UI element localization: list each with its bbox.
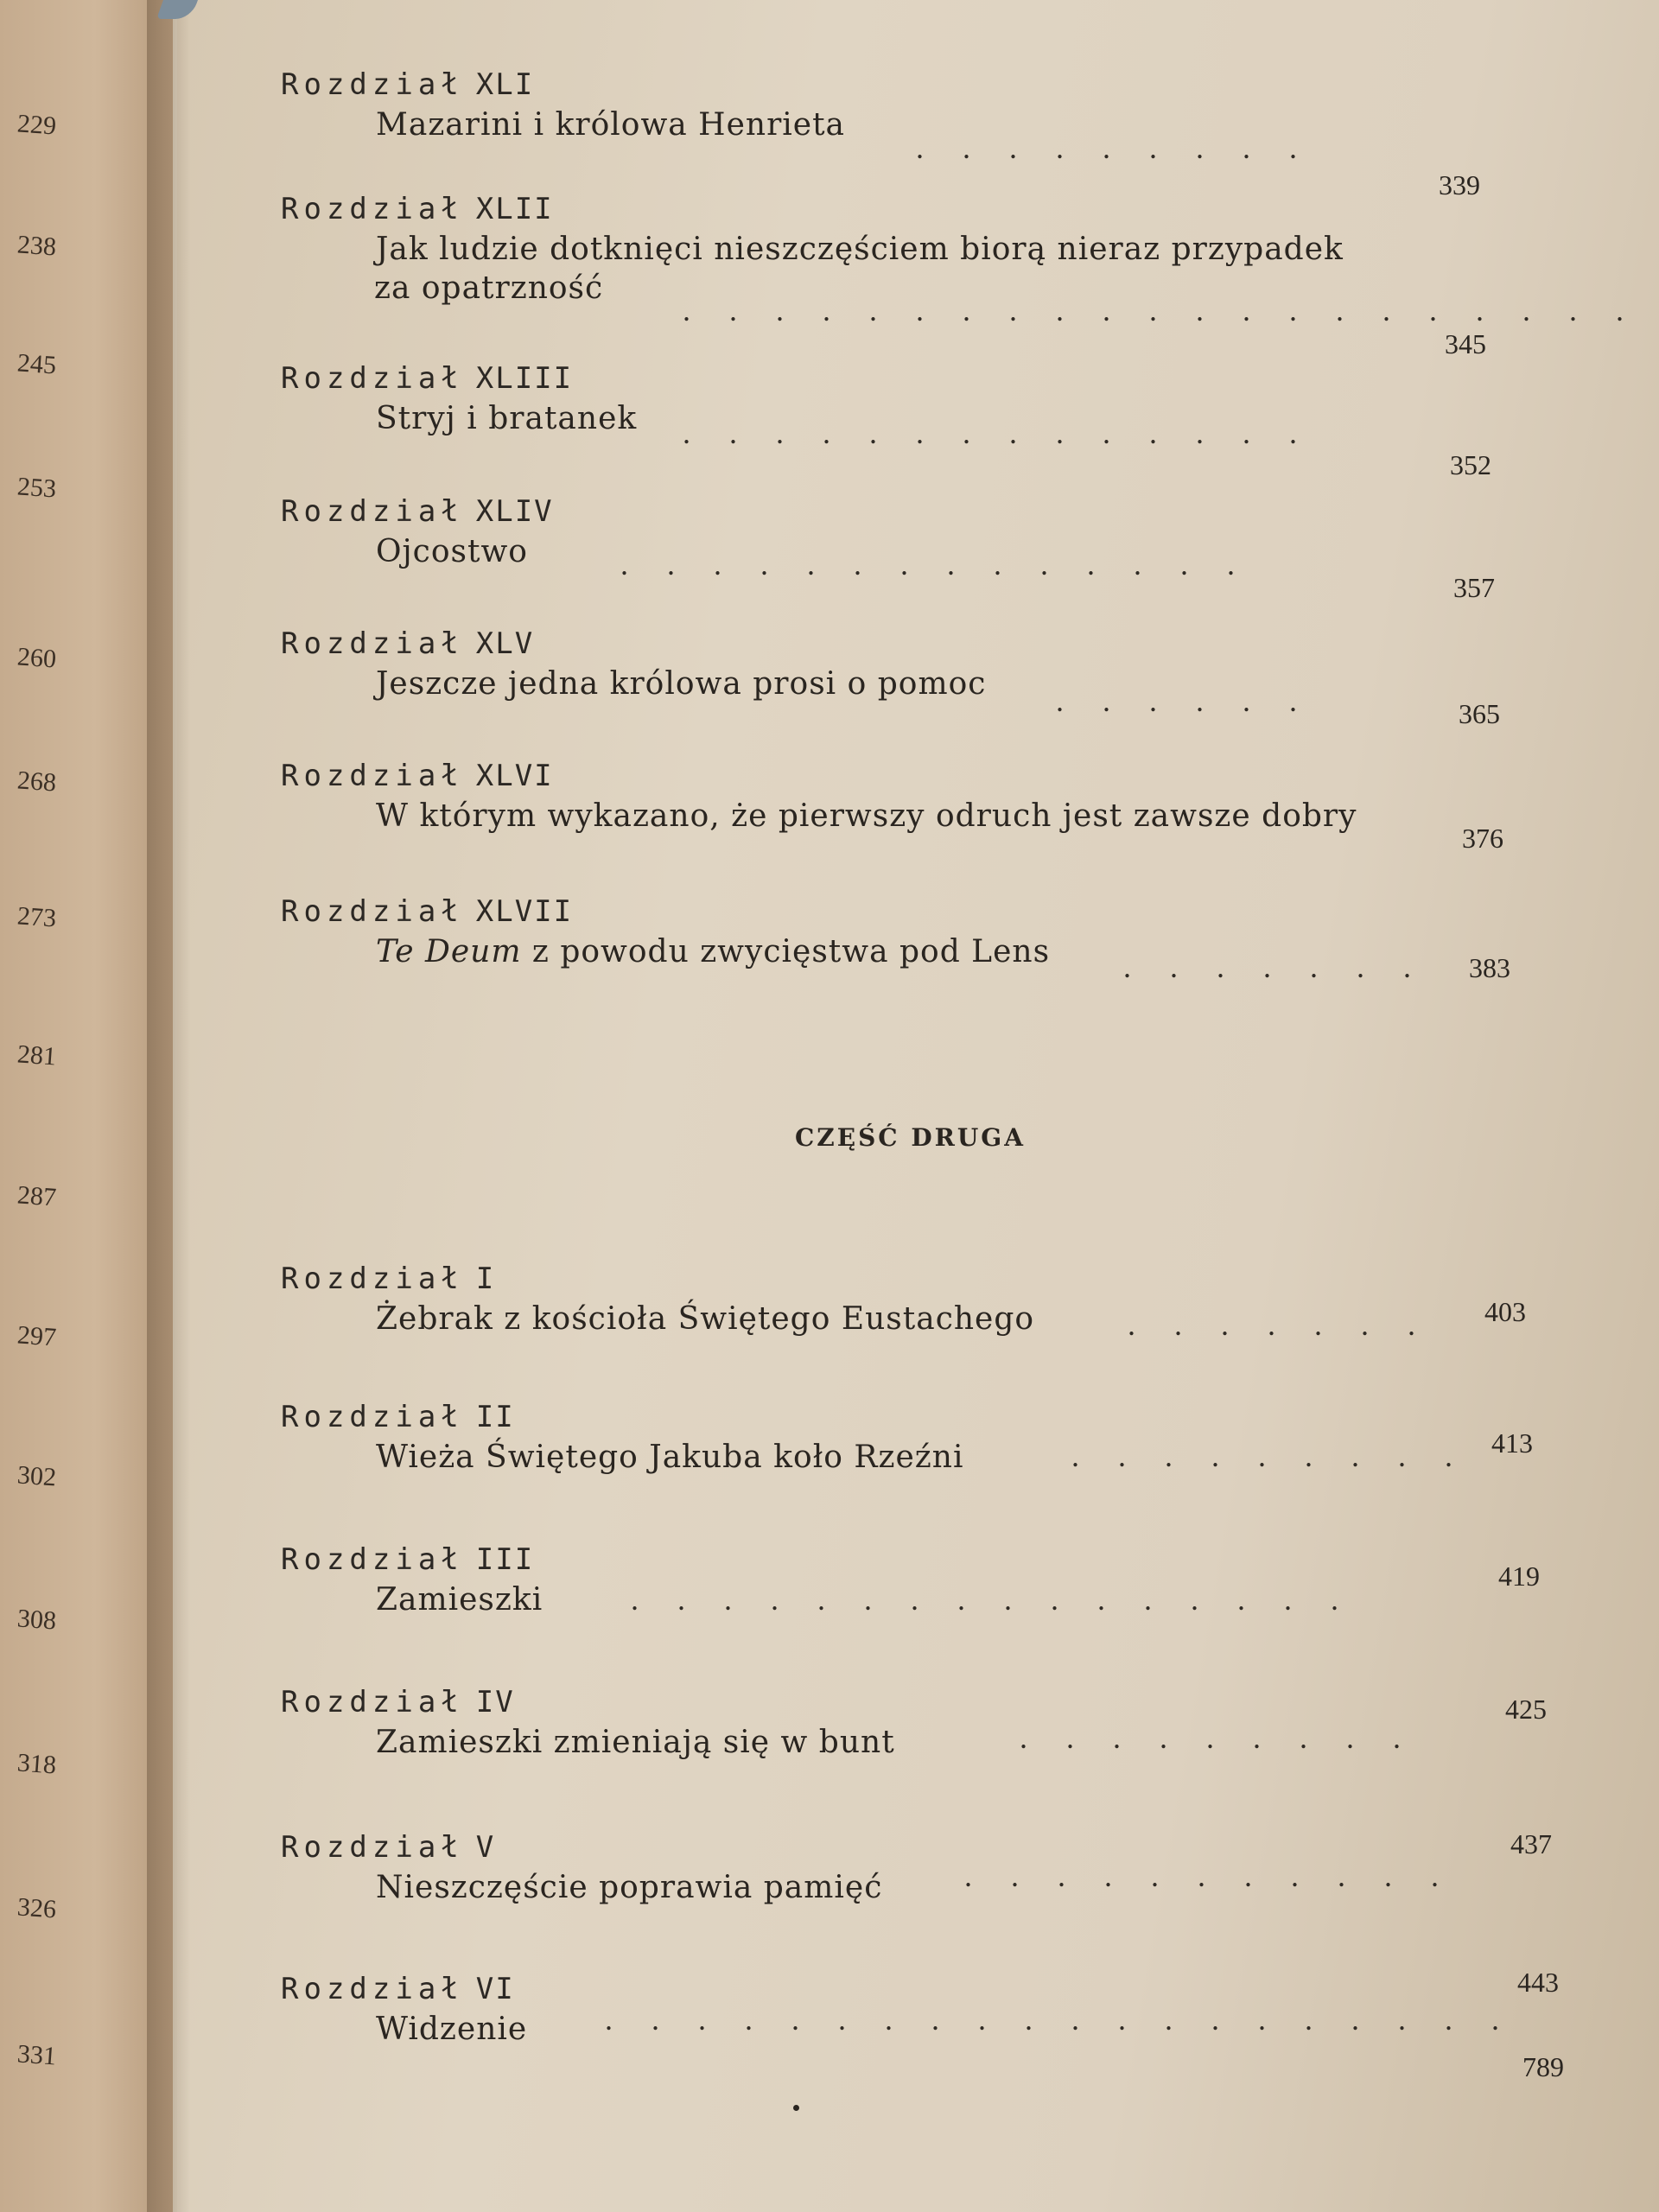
left-page-number: 268: [16, 766, 58, 798]
chapter-title: Jeszcze jedna królowa prosi o pomoc: [376, 666, 987, 702]
left-page-number: 281: [16, 1039, 58, 1071]
part-heading: CZĘŚĆ DRUGA: [795, 1123, 1026, 1152]
left-page-number: 308: [16, 1604, 58, 1636]
chapter-title: Zamieszki: [376, 1582, 543, 1618]
page-number: 376: [1462, 823, 1503, 854]
chapter-heading: [281, 1685, 1525, 1719]
chapter-heading: [281, 759, 1525, 793]
dot-leader: . . . . . . .: [1128, 1307, 1431, 1342]
chapter-numeral: IV: [475, 1685, 515, 1719]
ink-speck: [793, 2105, 799, 2111]
dot-leader: . . . . . . .: [1123, 950, 1427, 984]
dot-leader: . . . . . . . . .: [916, 130, 1313, 165]
page-number: 403: [1484, 1296, 1526, 1327]
chapter-heading: [281, 494, 1525, 529]
chapter-label: Rozdział: [281, 1262, 464, 1296]
chapter-label: Rozdział: [281, 1542, 464, 1577]
chapter-label: Rozdział: [281, 67, 464, 102]
chapter-title: Stryj i bratanek: [376, 401, 638, 436]
chapter-numeral: V: [475, 1830, 496, 1865]
chapter-label: Rozdział: [281, 192, 464, 226]
left-page-number: 331: [16, 2039, 58, 2071]
dot-leader: . . . . . . . . . . . . . . . .: [631, 1582, 1354, 1617]
left-page-number: 297: [16, 1320, 58, 1352]
chapter-numeral: XLVI: [475, 759, 554, 793]
chapter-numeral: XLIV: [475, 494, 554, 529]
chapter-numeral: XLIII: [475, 361, 574, 396]
page-number: 339: [1439, 169, 1480, 200]
chapter-numeral: VI: [475, 1972, 515, 2006]
chapter-numeral: I: [475, 1262, 496, 1296]
chapter-title: Zamieszki zmieniają się w bunt: [376, 1725, 895, 1760]
chapter-title: Żebrak z kościoła Świętego Eustachego: [376, 1301, 1035, 1337]
chapter-title: Jak ludzie dotknięci nieszczęściem biorą nieraz przypadek: [376, 232, 1344, 267]
chapter-title: Wieża Świętego Jakuba koło Rzeźni: [376, 1440, 964, 1475]
dot-leader: . . . . . . . . . . . . . . . . . . . .: [605, 2002, 1515, 2037]
chapter-numeral: XLII: [475, 192, 554, 226]
chapter-title: Nieszczęście poprawia pamięć: [376, 1870, 883, 1905]
toc-entry: [281, 759, 1525, 834]
chapter-label: Rozdział: [281, 494, 464, 529]
chapter-heading: [281, 1400, 1525, 1434]
chapter-heading: [281, 626, 1525, 661]
chapter-label: Rozdział: [281, 1400, 464, 1434]
chapter-label: Rozdział: [281, 759, 464, 793]
chapter-label: Rozdział: [281, 1972, 464, 2006]
dot-leader: . . . . . . . . . . . . . .: [620, 547, 1250, 582]
dot-leader: . . . . . . . . .: [1071, 1439, 1468, 1473]
chapter-title: Widzenie: [376, 2012, 528, 2047]
chapter-label: Rozdział: [281, 1685, 464, 1719]
chapter-label: Rozdział: [281, 361, 464, 396]
chapter-numeral: XLVII: [475, 894, 574, 929]
dot-leader: . . . . . . . . . . .: [964, 1859, 1454, 1893]
page-number: 383: [1469, 952, 1510, 983]
chapter-heading: [281, 361, 1525, 396]
page-number: 437: [1510, 1828, 1552, 1859]
footer-page-number: 789: [1522, 2051, 1564, 2082]
dot-leader: . . . . . .: [1056, 683, 1313, 718]
page-number: 365: [1459, 698, 1500, 729]
left-page-number: 287: [16, 1180, 58, 1212]
chapter-label: Rozdział: [281, 894, 464, 929]
chapter-title-rest: z powodu zwycięstwa pod Lens: [531, 934, 1051, 969]
page-number: 413: [1491, 1427, 1533, 1459]
page-number: 419: [1498, 1560, 1540, 1592]
chapter-heading: [281, 894, 1525, 929]
left-page-number: 253: [16, 472, 58, 504]
left-page-number: 229: [16, 109, 58, 141]
chapter-label: Rozdział: [281, 626, 464, 661]
chapter-title-continuation: za opatrzność: [374, 270, 604, 306]
chapter-title: Ojcostwo: [376, 534, 528, 569]
chapter-title: W którym wykazano, że pierwszy odruch jest zawsze dobry: [376, 798, 1357, 834]
chapter-title: Mazarini i królowa Henrieta: [376, 107, 846, 143]
page-number: 352: [1450, 449, 1491, 480]
chapter-heading: [281, 192, 1525, 226]
left-page-number: 260: [16, 642, 58, 674]
page-number: 357: [1453, 572, 1495, 603]
chapter-numeral: XLI: [475, 67, 535, 102]
dot-leader: . . . . . . . . .: [1020, 1720, 1416, 1755]
left-page-number: 273: [16, 901, 58, 933]
left-page-number: 238: [16, 230, 58, 262]
toc-entry: [281, 626, 1525, 702]
chapter-label: Rozdział: [281, 1830, 464, 1865]
chapter-heading: [281, 67, 1525, 102]
left-page-number: 302: [16, 1460, 58, 1492]
left-page-number: 318: [16, 1748, 58, 1780]
left-page-number: 245: [16, 348, 58, 380]
left-page-number: 326: [16, 1892, 58, 1924]
toc-entry: [281, 192, 1525, 306]
book-gutter-shadow: [147, 0, 190, 2212]
dot-leader: . . . . . . . . . . . . . .: [683, 416, 1313, 450]
chapter-numeral: II: [475, 1400, 515, 1434]
dot-leader: . . . . . . . . . . . . . . . . . . . . .: [683, 293, 1639, 327]
chapter-title-italic: Te Deum: [376, 934, 522, 969]
toc-entry: [281, 67, 1525, 143]
chapter-heading: [281, 1542, 1525, 1577]
page-number: 345: [1445, 328, 1486, 359]
chapter-numeral: XLV: [475, 626, 535, 661]
chapter-numeral: III: [475, 1542, 535, 1577]
chapter-heading: [281, 1262, 1525, 1296]
page-number: 425: [1505, 1694, 1547, 1725]
page-number: 443: [1517, 1967, 1559, 1998]
